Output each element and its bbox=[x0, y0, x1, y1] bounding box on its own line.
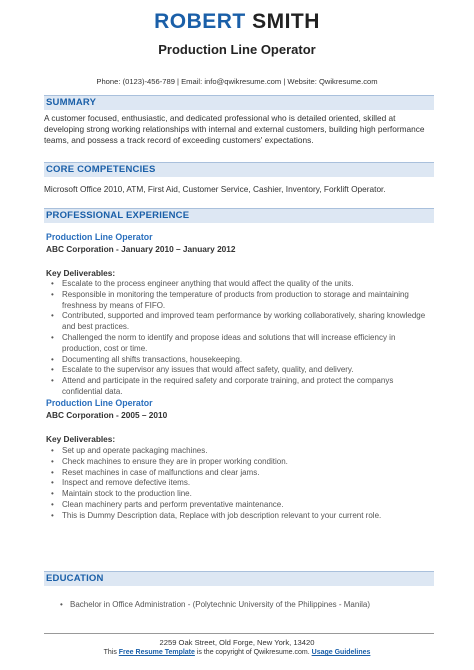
list-item: • Set up and operate packaging machines. bbox=[46, 446, 430, 457]
job-2-bullet-list bbox=[46, 446, 430, 522]
list-item: • Responsible in monitoring the temperature of products from production to storage and maintaining freshness by means of FIFO. bbox=[46, 290, 430, 312]
list-item: • This is Dummy Description data, Replace with job description relevant to your current role. bbox=[46, 511, 430, 522]
job-2-deliverables-label: Key Deliverables: bbox=[46, 434, 116, 444]
list-item: • Clean machinery parts and perform preventative maintenance. bbox=[46, 500, 430, 511]
education-item: • Bachelor in Office Administration - (Polytechnic University of the Philippines - Manila) bbox=[70, 599, 440, 610]
list-item: • Challenged the norm to identify and propose ideas and solutions that will increase efficiency in production, cost or time. bbox=[46, 333, 430, 355]
footer-address: 2259 Oak Street, Old Forge, New York, 13420 bbox=[159, 638, 315, 647]
list-item: • Inspect and remove defective items. bbox=[46, 478, 430, 489]
list-item: • Attend and participate in the required safety and corporate training, and protect the companys confidential data. bbox=[46, 376, 430, 398]
competencies-heading-bar bbox=[44, 162, 434, 177]
list-item: • Escalate to the supervisor any issues that would affect safety, quality, and delivery. bbox=[46, 365, 430, 376]
footer-copyright bbox=[0, 648, 474, 658]
list-item: • Check machines to ensure they are in proper working condition. bbox=[46, 457, 430, 468]
experience-heading: PROFESSIONAL EXPERIENCE bbox=[46, 210, 190, 221]
competencies-heading: CORE COMPETENCIES bbox=[46, 164, 156, 175]
job-1-title: Production Line Operator bbox=[46, 232, 153, 242]
summary-text: A customer focused, enthusiastic, and dedicated professional who is detailed oriented, skilled at developing strong working relationships with internal and external customers, building high performance teams, and possess a track record of exceeding customers' expectations. bbox=[44, 113, 425, 146]
usage-guidelines-link[interactable]: Usage Guidelines bbox=[311, 649, 371, 656]
education-heading-bar bbox=[44, 571, 434, 586]
list-item: • Reset machines in case of malfunctions and clear jams. bbox=[46, 468, 430, 479]
summary-heading: SUMMARY bbox=[46, 97, 97, 108]
education-heading: EDUCATION bbox=[46, 573, 104, 584]
footer-middle: is the copyright of Qwikresume.com. bbox=[196, 649, 310, 656]
summary-heading-bar bbox=[44, 95, 434, 110]
footer-divider bbox=[44, 633, 434, 634]
footer-prefix: This bbox=[103, 649, 117, 656]
candidate-name bbox=[0, 10, 474, 34]
first-name: ROBERT bbox=[154, 10, 246, 33]
competencies-text: Microsoft Office 2010, ATM, First Aid, Customer Service, Cashier, Inventory, Forklift Operator. bbox=[44, 184, 386, 194]
job-2-title: Production Line Operator bbox=[46, 398, 153, 408]
job-2-company: ABC Corporation - 2005 – 2010 bbox=[46, 410, 168, 420]
list-item: • Escalate to the process engineer anything that would affect the quality of the units. bbox=[46, 279, 430, 290]
free-resume-template-link[interactable]: Free Resume Template bbox=[118, 649, 195, 656]
last-name: SMITH bbox=[252, 10, 320, 33]
experience-heading-bar bbox=[44, 208, 434, 223]
list-item: • Maintain stock to the production line. bbox=[46, 489, 430, 500]
contact-line: Phone: (0123)-456-789 | Email: info@qwikresume.com | Website: Qwikresume.com bbox=[96, 77, 378, 86]
list-item: • Contributed, supported and improved team performance by working collaboratively, sharing knowledge and best practices. bbox=[46, 311, 430, 333]
list-item: • Documenting all shifts transactions, housekeeping. bbox=[46, 355, 430, 366]
job-1-deliverables-label: Key Deliverables: bbox=[46, 268, 116, 278]
job-1-company: ABC Corporation - January 2010 – January 2012 bbox=[46, 244, 236, 254]
resume-title: Production Line Operator bbox=[158, 42, 316, 57]
job-1-bullet-list bbox=[46, 279, 430, 398]
